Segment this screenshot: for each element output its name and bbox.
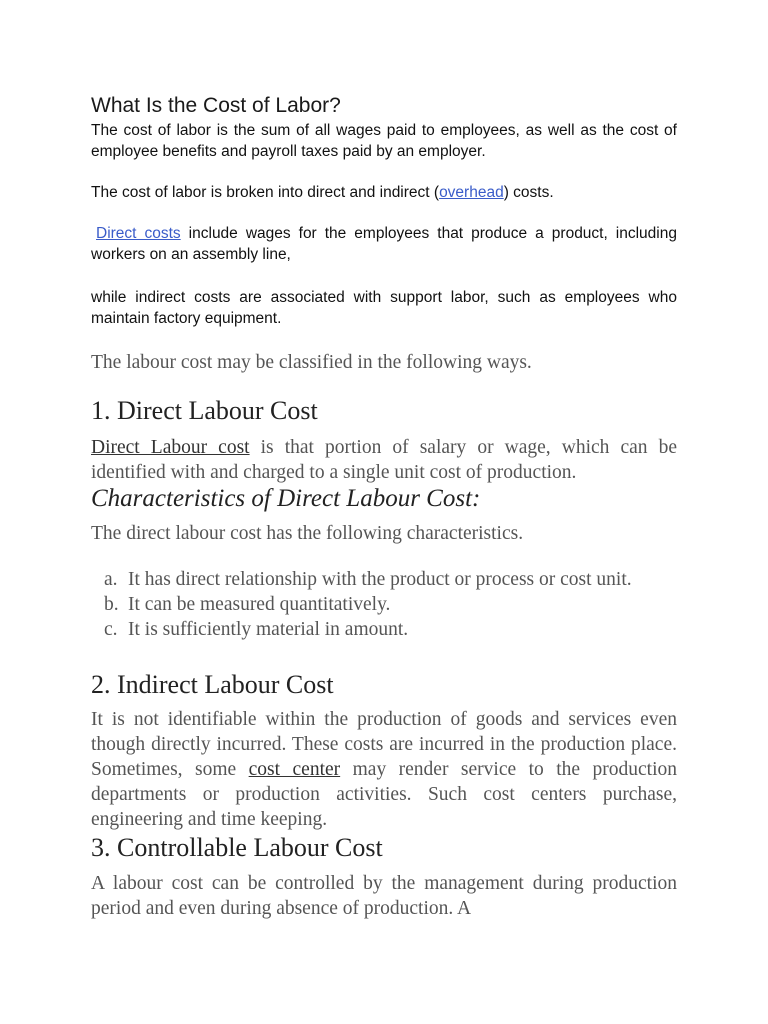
section-heading-indirect: 2. Indirect Labour Cost xyxy=(91,670,334,699)
list-marker: a. xyxy=(104,569,118,590)
direct-labour-term: Direct Labour cost xyxy=(91,437,250,458)
section-heading-direct: 1. Direct Labour Cost xyxy=(91,396,318,425)
list-item xyxy=(91,567,677,592)
list-item-text: It can be measured quantitatively. xyxy=(128,594,391,615)
overhead-link[interactable]: overhead xyxy=(439,184,504,201)
characteristics-intro: The direct labour cost has the following characteristics. xyxy=(91,523,524,544)
indirect-labour-text-end: may render service to the production departments or production activities. Such cost centers purchase, engineering and time keeping. xyxy=(91,759,678,830)
section-heading-controllable: 3. Controllable Labour Cost xyxy=(91,833,383,862)
controllable-labour-paragraph: A labour cost can be controlled by the management during production period and even during absence of production. A xyxy=(91,873,677,919)
indirect-costs-paragraph: while indirect costs are associated with support labor, such as employees who maintain factory equipment. xyxy=(91,289,677,327)
direct-costs-paragraph xyxy=(91,223,677,265)
cost-breakdown-text-end: ) costs. xyxy=(503,184,554,201)
definition-paragraph: The cost of labor is the sum of all wages paid to employees, as well as the cost of employee benefits and payroll taxes paid by an employer. xyxy=(91,122,677,160)
list-marker: b. xyxy=(104,594,119,615)
list-item-text: It has direct relationship with the product or process or cost unit. xyxy=(128,569,632,590)
direct-labour-text: is that portion of salary or wage, which can be identified with and charged to a single unit cost of production. xyxy=(91,437,677,483)
indirect-labour-paragraph xyxy=(91,707,677,832)
classification-intro: The labour cost may be classified in the following ways. xyxy=(91,352,532,373)
list-marker: c. xyxy=(104,619,118,640)
characteristics-heading: Characteristics of Direct Labour Cost: xyxy=(91,485,481,512)
cost-breakdown-paragraph xyxy=(91,182,677,203)
cost-breakdown-text: The cost of labor is broken into direct and indirect ( xyxy=(91,184,440,201)
cost-center-term: cost center xyxy=(248,759,341,780)
direct-costs-link[interactable]: Direct costs xyxy=(96,225,181,242)
page-title: What Is the Cost of Labor? xyxy=(91,94,341,117)
characteristics-list xyxy=(91,567,677,642)
list-item xyxy=(91,617,677,642)
list-item-text: It is sufficiently material in amount. xyxy=(128,619,409,640)
indirect-labour-text: It is not identifiable within the production of goods and services even though directly incurred. These costs are incurred in the production place. Sometimes, some xyxy=(91,709,677,780)
direct-costs-text: include wages for the employees that produce a product, including workers on an assembly line, xyxy=(91,225,677,263)
direct-labour-paragraph xyxy=(91,435,677,485)
list-item xyxy=(91,592,677,617)
